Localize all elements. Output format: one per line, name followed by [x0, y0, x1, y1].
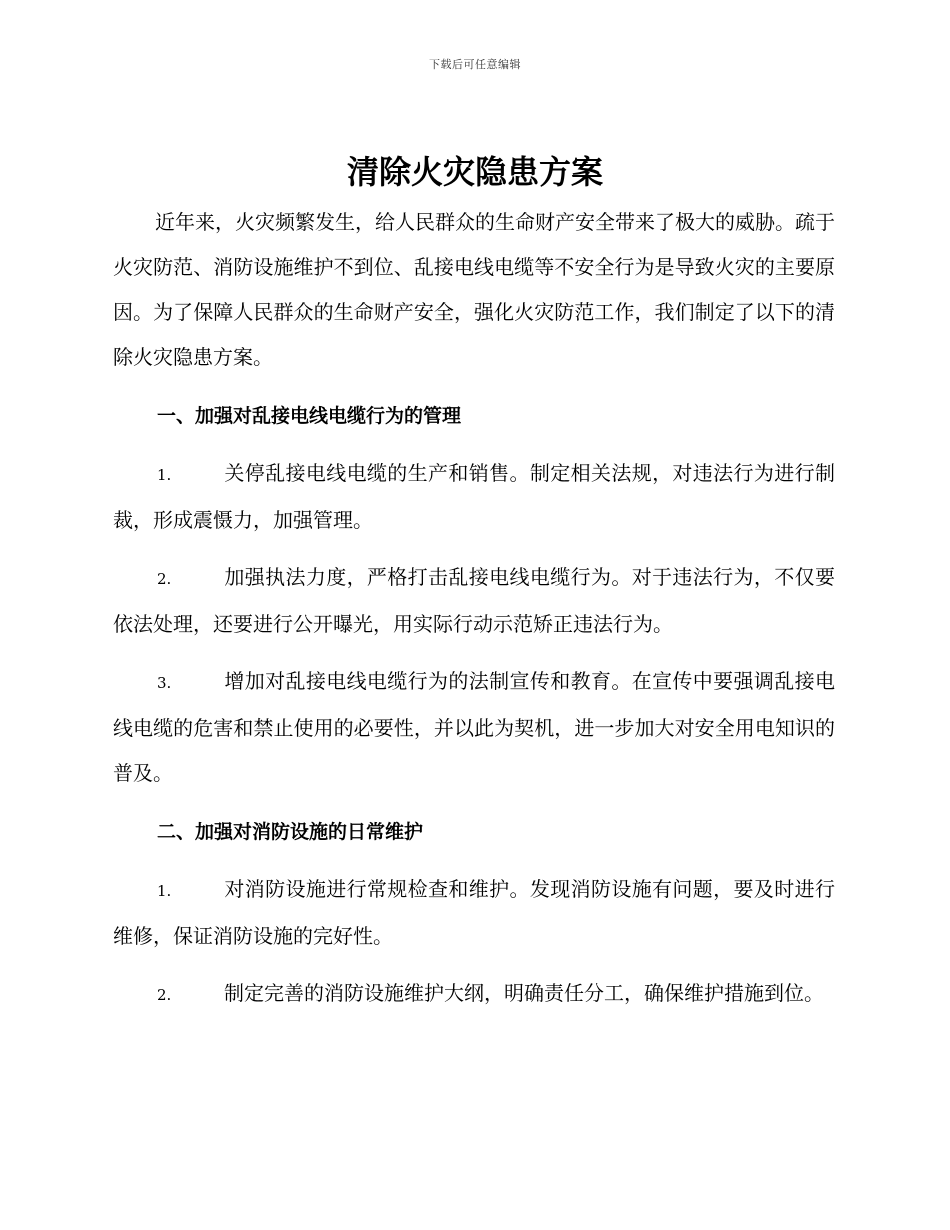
document-body [113, 200, 835, 1030]
item-text: 对消防设施进行常规检查和维护。发现消防设施有问题，要及时进行维修，保证消防设施的完好性。 [113, 877, 835, 948]
item-text: 关停乱接电线电缆的生产和销售。制定相关法规，对违法行为进行制裁，形成震慑力，加强管理。 [113, 461, 835, 532]
list-item [113, 659, 835, 796]
document-title: 清除火灾隐患方案 [346, 153, 603, 191]
header-note: 下载后可任意编辑 [429, 58, 521, 71]
intro-paragraph: 近年来，火灾频繁发生，给人民群众的生命财产安全带来了极大的威胁。疏于火灾防范、消防设施维护不到位、乱接电线电缆等不安全行为是导致火灾的主要原因。为了保障人民群众的生命财产安全，强化火灾防范工作，我们制定了以下的清除火灾隐患方案。 [113, 210, 835, 369]
item-number: 3. [157, 674, 172, 692]
list-item [113, 867, 835, 959]
list-item [113, 971, 835, 1018]
section-heading-1: 一、加强对乱接电线电缆行为的管理 [157, 405, 462, 427]
list-item [113, 555, 835, 647]
item-text: 加强执法力度，严格打击乱接电线电缆行为。对于违法行为，不仅要依法处理，还要进行公开曝光，用实际行动示范矫正违法行为。 [113, 565, 835, 636]
list-item [113, 451, 835, 543]
section-heading-2: 二、加强对消防设施的日常维护 [157, 821, 424, 843]
item-number: 2. [157, 570, 172, 588]
item-number: 1. [157, 882, 172, 900]
item-number: 2. [157, 986, 172, 1004]
item-number: 1. [157, 466, 172, 484]
item-text: 制定完善的消防设施维护大纲，明确责任分工，确保维护措施到位。 [224, 981, 824, 1005]
item-text: 增加对乱接电线电缆行为的法制宣传和教育。在宣传中要强调乱接电线电缆的危害和禁止使用的必要性，并以此为契机，进一步加大对安全用电知识的普及。 [113, 669, 835, 785]
